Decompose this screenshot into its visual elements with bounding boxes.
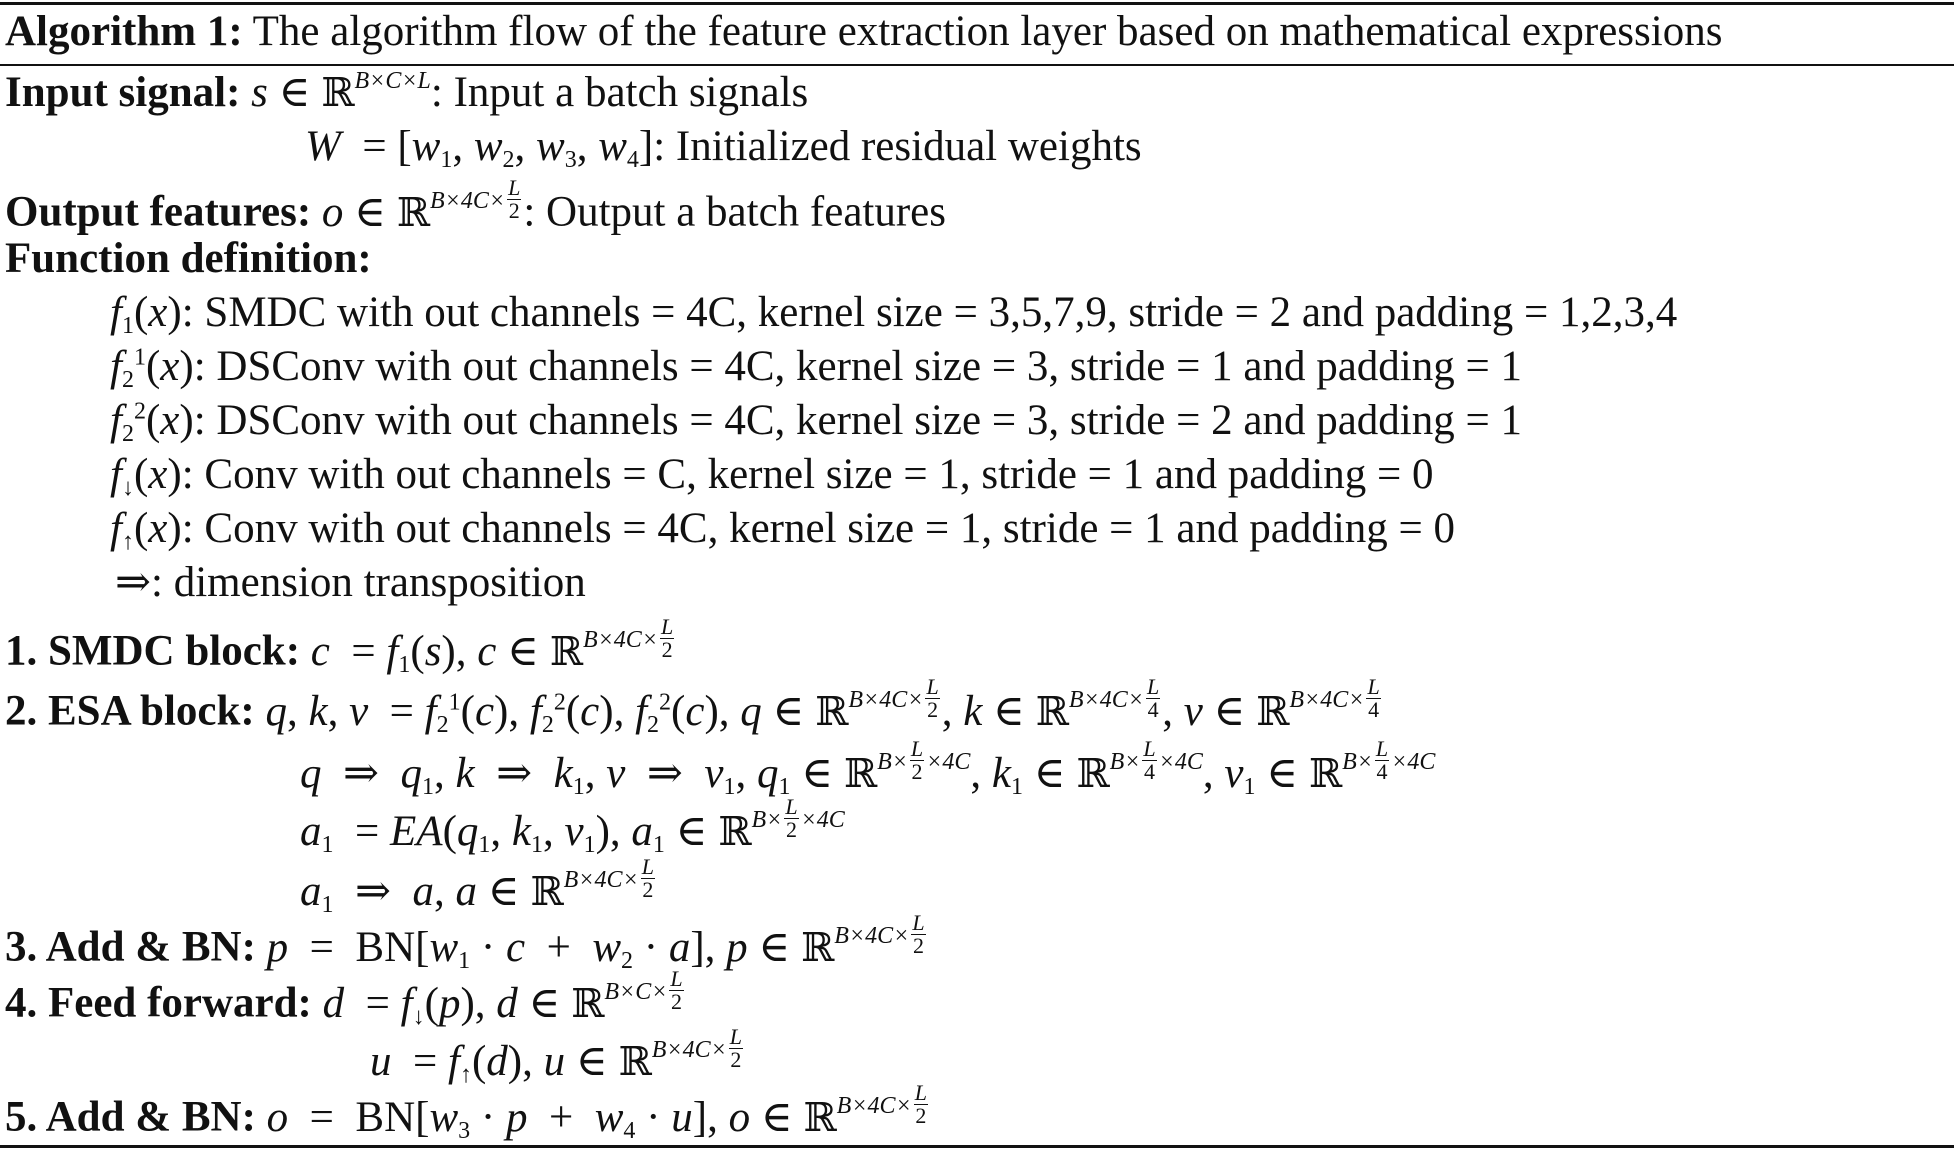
input-label: Input signal: [5,69,241,116]
function-f2-2 [110,394,1522,448]
weights-math: $W = [w_1$, $w_2$, $w_3$, $w_4$] [305,123,654,174]
bottom-rule [0,1145,1954,1148]
algorithm-caption [5,5,1722,59]
step-1-math: $c = f_1(s)$, c ∈ ℝ$^{B\times 4C\times}$ $\frac{L}{2}$ [310,614,674,678]
step-4-math: $d = f_↓(p)$, d ∈ ℝ$^{B\times C\times}$ $\frac{L}{2}$ [322,966,683,1030]
fup-desc: : Conv with out channels = 4C, kernel size = 1, stride = 1 and padding = 0 [181,505,1456,552]
weights-desc: : Initialized residual weights [653,123,1142,170]
weights-line [305,120,1142,174]
fup-symbol: $f_↑(x)$ [110,505,182,556]
step-2-output-line [300,856,657,919]
step-5-math: $o = BN[w_3 \cdot p + w_4 \cdot u]$, o ∈ ℝ$^{B\times 4C\times}$ $\frac{L}{2}$ [266,1080,927,1144]
step-3-label: 3. Add & BN: [5,923,256,971]
step-2-line [5,676,1383,739]
function-f-up [110,502,1455,556]
output-math: o ∈ ℝ$^{B\times 4C\times}$ $\frac{L}{2}$ [321,175,521,236]
step-4-line [5,968,686,1031]
step-4-up-math: $u = f_↑(d)$, u ∈ ℝ$^{B\times 4C\times}$ $\frac{L}{2}$ [370,1024,743,1088]
f22-desc: : DSConv with out channels = 4C, kernel size = 3, stride = 2 and padding = 1 [193,397,1522,444]
algorithm-title: The algorithm flow of the feature extraction layer based on mathematical expressions [252,8,1723,55]
step-2-attention-math: $a_1 = EA(q_1$, $k_1$, $v_1$), $a_1$ ∈ ℝ$^{B\times}$ $\frac{L}{2}$ $^{\times 4C}$ [300,794,845,858]
step-2-output-math: $a_1$ ⇒ a, a ∈ ℝ$^{B\times 4C\times}$ $\frac{L}{2}$ [300,854,654,918]
step-3-line [5,912,928,975]
f1-desc: : SMDC with out channels = 4C, kernel size = 3,5,7,9, stride = 2 and padding = 1,2,3,4 [181,289,1678,336]
f21-desc: : DSConv with out channels = 4C, kernel size = 3, stride = 1 and padding = 1 [193,343,1522,390]
step-4-up-line [370,1026,745,1089]
f1-symbol: $f_1(x)$ [110,289,182,340]
function-f1 [110,286,1677,340]
fdown-desc: : Conv with out channels = C, kernel size = 1, stride = 1 and padding = 0 [181,451,1434,498]
function-definition-heading: Function definition: [5,235,372,282]
step-1-line [5,616,676,679]
step-2-label: 2. ESA block: [5,687,255,735]
output-desc: : Output a batch features [523,188,947,236]
output-label: Output features: [5,188,312,236]
step-4-label: 4. Feed forward: [5,979,312,1027]
fdown-symbol: $f_↓(x)$ [110,451,182,502]
output-features-line [5,177,946,240]
step-3-math: $p = BN[w_1 \cdot c + w_2 \cdot a]$, p ∈ ℝ$^{B\times 4C\times}$ $\frac{L}{2}$ [266,910,925,974]
function-f2-1 [110,340,1522,394]
step-5-line [5,1082,930,1145]
f21-symbol: $f_2^1(x)$ [110,343,194,394]
step-2-transpose-line [300,738,1435,801]
f22-symbol: $f_2^2(x)$ [110,397,194,448]
input-math: s ∈ ℝ$^{B\times C\times L}$ [251,68,431,116]
step-2-math: q, k, $v = f_2^1(c)$, $f_2^2(c)$, $f_2^2(c)$, q ∈ ℝ$^{B\times 4C\times}$ $\frac{L}{2}$ , k ∈ ℝ$^{B\times 4C\times}$ $\frac{L}{4}$ , v ∈ ℝ$^{B\times 4C\times}$ $\frac{L}{4}$ [265,674,1380,738]
transpose-definition: ⇒: dimension transposition [115,559,586,606]
input-desc: : Input a batch signals [430,69,809,116]
step-2-transpose-math: q ⇒ $q_1$, k ⇒ $k_1$, v ⇒ $v_1$, $q_1$ ∈ ℝ$^{B\times}$ $\frac{L}{2}$ $^{\times 4C}$, $k_1$ ∈ ℝ$^{B\times}$ $\frac{L}{4}$ $^{\times 4C}$, $v_1$ ∈ ℝ$^{B\times}$ $\frac{L}{4}$ $^{\times 4C}$ [300,736,1436,800]
algorithm-label: Algorithm 1: [5,8,243,55]
function-f-down [110,448,1434,502]
step-2-attention-line [300,796,845,859]
step-1-label: 1. SMDC block: [5,627,301,675]
input-signal-line [5,66,808,120]
step-5-label: 5. Add & BN: [5,1093,256,1141]
